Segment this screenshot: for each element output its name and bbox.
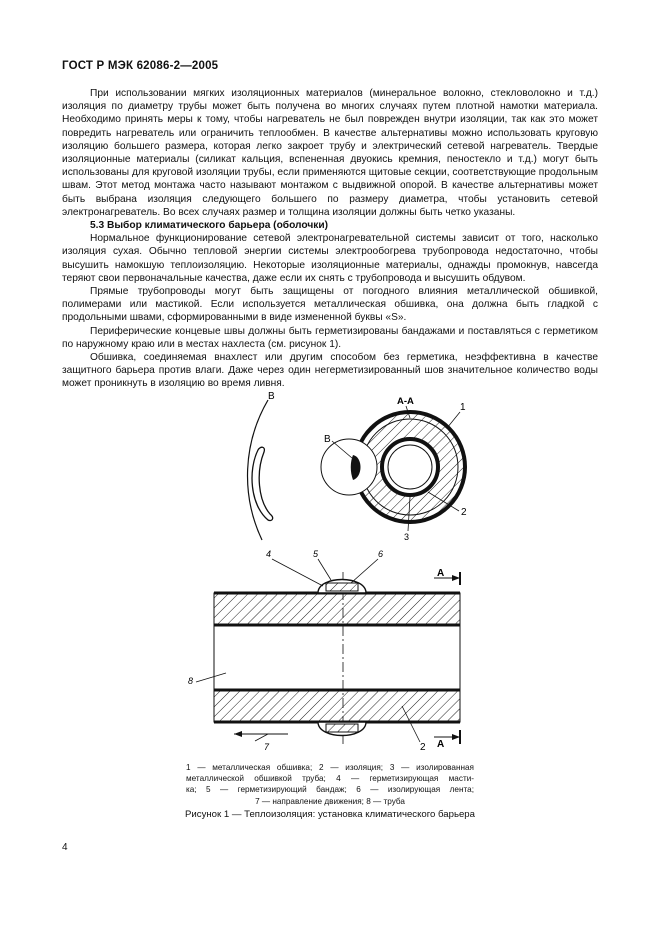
section-pipe-inner — [388, 445, 432, 489]
label-7: 7 — [264, 742, 270, 752]
label-section: А-А — [397, 396, 414, 407]
figure-1-drawing — [150, 385, 510, 760]
label-2-section: 2 — [461, 507, 467, 518]
label-6: 6 — [378, 549, 384, 559]
page-number: 4 — [62, 842, 68, 853]
section-heading: 5.3 Выбор климатического барьера (оболочки) — [90, 220, 329, 232]
body-text — [62, 87, 598, 391]
label-4: 4 — [266, 549, 272, 559]
label-a-bottom: А — [437, 739, 445, 750]
label-b-top: В — [268, 391, 275, 402]
label-2-bottom: 2 — [420, 742, 426, 753]
band-bottom-seam — [326, 724, 358, 732]
document-header: ГОСТ Р МЭК 62086-2—2005 — [62, 60, 219, 72]
paragraph: Периферические концевые швы должны быть герметизированы бандажами и поставляться с герметиком по наружному краю или в местах нахлеста (см. рисунок 1). — [62, 325, 598, 350]
label-3-section: 3 — [404, 532, 410, 542]
legend-line: ка; 5 — герметизирующий бандаж; 6 — изолирующая лента; — [186, 785, 474, 795]
paragraph: Нормальное функционирование сетевой электронагревательной системы зависит от того, насколько изоляция сухая. Обычно тепловой энергии системы электрообогрева трубопровода недостаточно, чтобы высушить намокшую теплоизоляцию. Некоторые изоляционные материалы, однажды промокнув, навсегда теряют свои первоначальные качества, даже если их снять с трубопровода и высушить обдувом. — [62, 233, 598, 284]
insulation-bottom — [214, 690, 460, 722]
insulation-top — [214, 593, 460, 625]
label-b-mid: В — [324, 434, 331, 445]
legend-line: 1 — металлическая обшивка; 2 — изоляция; 3 — изолированная — [186, 763, 474, 772]
paragraph: При использовании мягких изоляционных материалов (минеральное волокно, стекловолокно и т.д.) изоляция по диаметру трубы может быть получена во многих случаях путем плотной намотки материала. Необходимо принять меры к тому, чтобы нагреватель не был поврежден внутри изоляции, так как это может повредить нагреватель или ограничить теплообмен. В качестве альтернативы можно использовать круговую изоляцию большего размера, которая легко закроет трубу и электрический сетевой нагреватель. Твердые изоляционные материалы (силикат кальция, вспененная двуокись кремния, пеностекло и т.д.) могут быть использованы для круговой изоляции трубы, если применяются щитовые секции, соответствующие продольным швам. Этот метод монтажа часто называют монтажом с выдвижной опорой. В качестве альтернативы может быть выбрана изоляция следующего большего по размеру диаметра, чтобы установить сетевой электронагреватель. Во всех случаях размер и толщина изоляции должны быть четко указаны. — [62, 88, 598, 218]
label-5: 5 — [313, 549, 319, 559]
label-8: 8 — [188, 676, 194, 686]
detail-b-circle — [321, 439, 377, 495]
legend-line: металлической обшивкой труба; 4 — герметизирующая масти- — [186, 774, 474, 784]
paragraph: Обшивка, соединяемая внахлест или другим способом без герметика, неэффективна в качестве защитного барьера против влаги. Даже через один негерметизированный шов значительное количество воды может проникнуть в изоляцию во время ливня. — [62, 352, 598, 390]
label-a-top: А — [437, 568, 445, 579]
paragraph: Прямые трубопроводы могут быть защищены от погодного влияния металлической обшивкой, полимерами или мастикой. Если используется металлическая обшивка, она должна быть гладкой с продольными швами, сформированными в виде измененной буквы «S». — [62, 286, 598, 324]
label-1-section: 1 — [460, 402, 466, 413]
figure-caption: Рисунок 1 — Теплоизоляция: установка климатического барьера — [185, 809, 475, 820]
figure-legend — [186, 762, 474, 807]
detail-b-seam — [252, 447, 273, 520]
legend-line: 7 — направление движения; 8 — труба — [255, 796, 405, 806]
band-top-seam — [326, 583, 358, 591]
